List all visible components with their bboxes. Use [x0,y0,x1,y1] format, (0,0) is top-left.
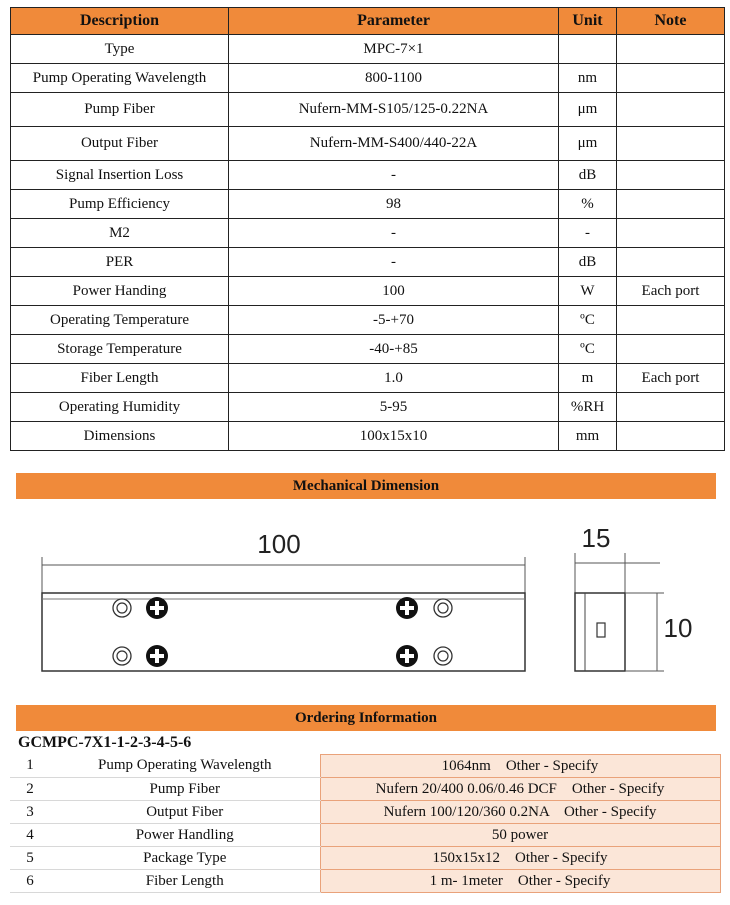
order-row-value: 150x15x12 Other - Specify [320,847,720,870]
row-unit [559,35,617,64]
header-unit: Unit [559,8,617,35]
length-label: 100 [257,529,301,559]
table-row [11,335,725,364]
row-description: Output Fiber [11,127,229,161]
screw-plus-icon [146,597,168,619]
row-unit: μm [559,93,617,127]
row-description: Pump Operating Wavelength [11,64,229,93]
row-description: Pump Fiber [11,93,229,127]
row-note [617,335,725,364]
order-row-value: 1 m- 1meter Other - Specify [320,870,720,893]
table-row [11,127,725,161]
row-description: PER [11,248,229,277]
length-dimension [42,557,525,593]
row-parameter: - [229,161,559,190]
spec-table [10,7,725,451]
row-unit: % [559,190,617,219]
order-row-name: Output Fiber [50,801,320,824]
order-row-value: Nufern 100/120/360 0.2NA Other - Specify [320,801,720,824]
screw-plus-icon [396,597,418,619]
row-unit: m [559,364,617,393]
width-label: 15 [581,523,611,553]
width-dimension [575,553,660,593]
table-row [11,161,725,190]
row-parameter: -5-+70 [229,306,559,335]
row-note: Each port [617,364,725,393]
row-parameter: 100x15x10 [229,422,559,451]
row-parameter: Nufern-MM-S400/440-22A [229,127,559,161]
screw-plus-icon [396,645,418,667]
table-row [10,755,720,778]
row-description: Fiber Length [11,364,229,393]
row-note [617,64,725,93]
ordering-information-banner: Ordering Information [16,705,716,731]
order-row-number: 4 [10,824,50,847]
row-unit: nm [559,64,617,93]
row-unit: ºC [559,306,617,335]
row-note [617,422,725,451]
row-parameter: 98 [229,190,559,219]
mechanical-dimension-banner: Mechanical Dimension [16,473,716,499]
row-note [617,248,725,277]
table-row [11,306,725,335]
row-note [617,306,725,335]
row-description: Pump Efficiency [11,190,229,219]
table-row [11,93,725,127]
order-row-number: 5 [10,847,50,870]
row-description: Power Handing [11,277,229,306]
row-unit: dB [559,248,617,277]
row-note [617,127,725,161]
side-view-port [597,623,605,637]
table-row [11,35,725,64]
row-description: M2 [11,219,229,248]
order-row-value: Nufern 20/400 0.06/0.46 DCF Other - Specify [320,778,720,801]
ordering-code: GCMPC-7X1-1-2-3-4-5-6 [18,734,192,751]
order-row-value: 1064nm Other - Specify [320,755,720,778]
row-unit: - [559,219,617,248]
row-note [617,161,725,190]
row-description: Storage Temperature [11,335,229,364]
ordering-table [10,754,721,893]
order-row-number: 6 [10,870,50,893]
row-parameter: MPC-7×1 [229,35,559,64]
row-description: Signal Insertion Loss [11,161,229,190]
table-row [10,824,720,847]
order-row-name: Power Handling [50,824,320,847]
table-row [10,870,720,893]
table-row [11,364,725,393]
row-parameter: - [229,219,559,248]
table-row [11,190,725,219]
order-row-name: Pump Operating Wavelength [50,755,320,778]
row-unit: μm [559,127,617,161]
order-row-number: 2 [10,778,50,801]
table-row [11,422,725,451]
table-row [10,847,720,870]
row-parameter: 100 [229,277,559,306]
row-unit: %RH [559,393,617,422]
row-note [617,35,725,64]
row-unit: dB [559,161,617,190]
header-description: Description [11,8,229,35]
table-row [11,64,725,93]
screw-plus-icon [146,645,168,667]
table-row [11,248,725,277]
row-note [617,219,725,248]
table-row [10,801,720,824]
table-row [11,277,725,306]
height-dimension [625,593,664,671]
row-note [617,393,725,422]
order-row-name: Package Type [50,847,320,870]
order-row-name: Pump Fiber [50,778,320,801]
height-label: 10 [663,613,693,643]
row-description: Operating Temperature [11,306,229,335]
row-parameter: - [229,248,559,277]
row-parameter: 5-95 [229,393,559,422]
order-row-number: 3 [10,801,50,824]
row-parameter: 1.0 [229,364,559,393]
row-description: Dimensions [11,422,229,451]
row-parameter: Nufern-MM-S105/125-0.22NA [229,93,559,127]
row-note [617,190,725,219]
module-body [42,593,525,671]
row-note: Each port [617,277,725,306]
mechanical-drawing [0,505,730,685]
order-row-number: 1 [10,755,50,778]
row-unit: mm [559,422,617,451]
row-parameter: -40-+85 [229,335,559,364]
order-row-name: Fiber Length [50,870,320,893]
table-row [10,778,720,801]
row-unit: W [559,277,617,306]
header-parameter: Parameter [229,8,559,35]
table-row [11,393,725,422]
row-description: Type [11,35,229,64]
header-note: Note [617,8,725,35]
row-description: Operating Humidity [11,393,229,422]
row-parameter: 800-1100 [229,64,559,93]
row-unit: ºC [559,335,617,364]
order-row-value: 50 power [320,824,720,847]
table-row [11,219,725,248]
spec-header-row [11,8,725,35]
row-note [617,93,725,127]
